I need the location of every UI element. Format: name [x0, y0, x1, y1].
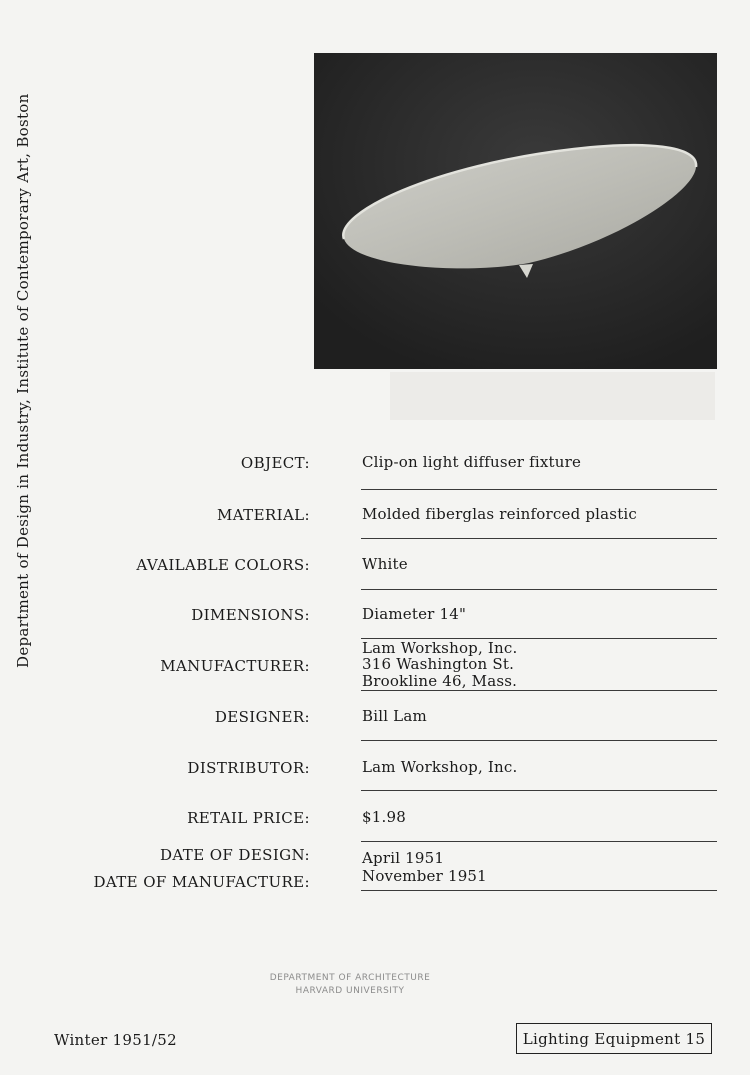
- field-value: Lam Workshop, Inc.: [362, 758, 518, 776]
- field-label: DIMENSIONS:: [191, 606, 310, 624]
- field-label: DESIGNER:: [214, 708, 310, 726]
- field-value: April 1951: [362, 849, 445, 867]
- field-rule: [361, 489, 717, 490]
- field-rule: [361, 538, 717, 539]
- field-rule: [361, 589, 717, 590]
- field-label: DATE OF MANUFACTURE:: [93, 873, 310, 891]
- field-value: Bill Lam: [362, 707, 427, 725]
- product-photo: [314, 53, 717, 369]
- field-label: OBJECT:: [240, 454, 310, 472]
- category-label: Lighting Equipment 15: [522, 1029, 706, 1048]
- field-value: Clip-on light diffuser fixture: [362, 453, 582, 471]
- field-rule: [361, 790, 717, 791]
- side-title: Department of Design in Industry, Institute of Contemporary Art, Boston: [14, 93, 32, 668]
- season-label: Winter 1951/52: [54, 1031, 177, 1049]
- field-value-line3: Brookline 46, Mass.: [362, 672, 518, 690]
- field-value-line1: Lam Workshop, Inc.: [362, 639, 518, 657]
- stamp-line2: HARVARD UNIVERSITY: [295, 986, 405, 996]
- field-value: Molded fiberglas reinforced plastic: [362, 505, 638, 523]
- field-value: November 1951: [362, 867, 487, 885]
- field-label: MANUFACTURER:: [160, 657, 310, 675]
- field-rule: [361, 890, 717, 891]
- field-label: AVAILABLE COLORS:: [136, 556, 310, 574]
- stamp-line1: DEPARTMENT OF ARCHITECTURE: [269, 973, 431, 983]
- harvard-stamp: [240, 972, 460, 998]
- field-rule: [361, 690, 717, 691]
- field-label: RETAIL PRICE:: [187, 809, 310, 827]
- field-value: $1.98: [362, 808, 406, 826]
- field-value: White: [362, 555, 408, 573]
- field-label: DISTRIBUTOR:: [187, 759, 310, 777]
- field-value: Diameter 14": [362, 605, 467, 623]
- field-value-line2: 316 Washington St.: [362, 655, 515, 673]
- diffuser-image: [314, 53, 717, 369]
- category-box: [516, 1023, 712, 1054]
- field-label: MATERIAL:: [217, 506, 310, 524]
- field-rule: [361, 841, 717, 842]
- field-rule: [361, 740, 717, 741]
- photo-shadow: [390, 372, 715, 420]
- field-label: DATE OF DESIGN:: [159, 846, 310, 864]
